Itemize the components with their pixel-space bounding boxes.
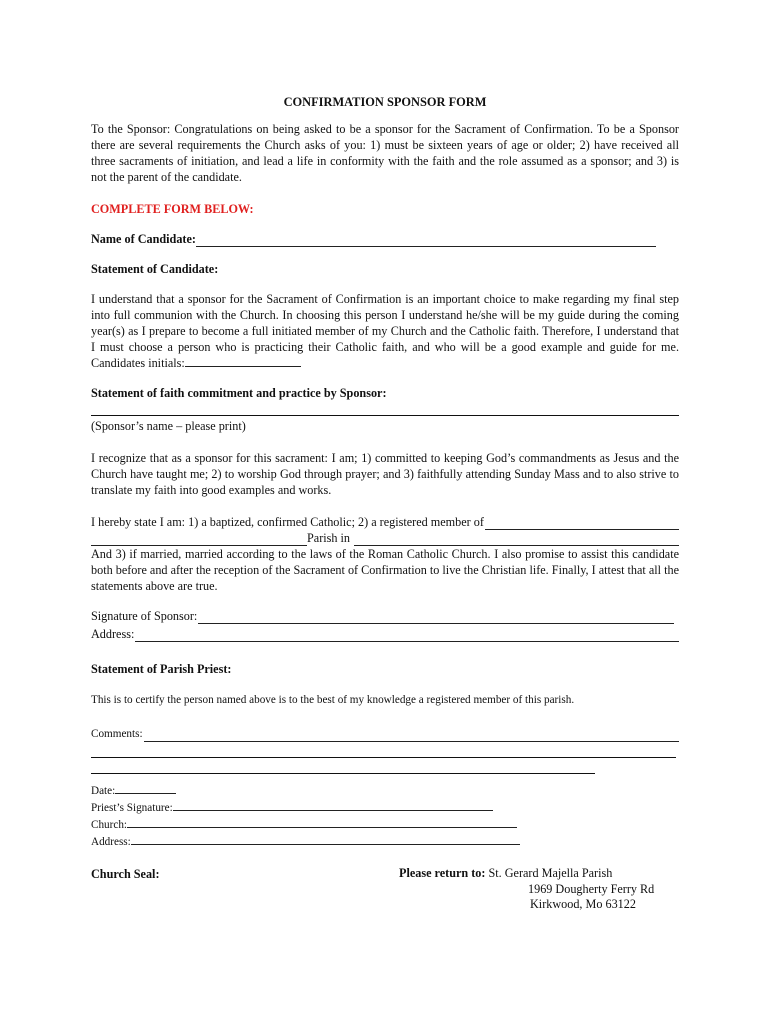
return-line-3: Kirkwood, Mo 63122	[530, 897, 636, 911]
candidate-statement-text: I understand that a sponsor for the Sacrament of Confirmation is an important choice to make regarding my final step into full communion with the Church. In choosing this person I understand he/she will be my guide during the coming year(s) as I prepare to become a full initiated member of my Church and the Catholic faith. Therefore, I understand that I must choose a person who is practicing their Catholic faith, and who will be a good example and guide for me. Candidates initials:	[91, 292, 679, 370]
church-seal-label: Church Seal:	[91, 867, 160, 881]
return-line-2: 1969 Dougherty Ferry Rd	[528, 881, 655, 896]
priest-address-field[interactable]	[91, 834, 679, 850]
sponsor-address-label: Address:	[91, 627, 135, 641]
return-line-1-row	[399, 866, 654, 882]
sponsor-signature-line[interactable]	[198, 611, 674, 624]
candidate-name-line[interactable]	[196, 234, 656, 247]
priest-fields	[91, 726, 679, 850]
sponsor-signature-label: Signature of Sponsor:	[91, 609, 198, 623]
date-line[interactable]	[115, 783, 176, 794]
comments-label: Comments:	[91, 728, 143, 740]
return-label: Please return to:	[399, 866, 486, 880]
comments-line-3[interactable]	[91, 763, 595, 774]
comments-field[interactable]	[91, 726, 679, 742]
priest-signature-field[interactable]	[91, 800, 679, 816]
sponsor-state-block	[91, 514, 679, 594]
form-title: CONFIRMATION SPONSOR FORM	[283, 95, 487, 109]
priest-signature-line[interactable]	[173, 800, 493, 811]
church-line[interactable]	[127, 817, 517, 828]
return-line-1: St. Gerard Majella Parish	[488, 866, 613, 880]
intro-paragraph: To the Sponsor: Congratulations on being asked to be a sponsor for the Sacrament of Confirmation. To be a Sponsor there are several requirements the Church asks of you: 1) must be sixteen years of age or older; 2) have received all three sacraments of initiation, and lead a life in conformity with the faith and the role assumed as a sponsor; and 3) is not the parent of the candidate.	[91, 122, 679, 184]
priest-address-line[interactable]	[131, 834, 520, 845]
parish-name-line[interactable]	[91, 533, 307, 546]
instruction-text: COMPLETE FORM BELOW:	[91, 202, 254, 216]
candidate-name-field[interactable]	[91, 231, 679, 247]
sponsor-recognize-paragraph: I recognize that as a sponsor for this sacrament: I am; 1) committed to keeping God’s commandments as Jesus and the Church have taught me; 2) to worship God through prayer; and 3) faithfully attending Sunday Mass and to also strive to translate my faith into good examples and works.	[91, 451, 679, 497]
priest-address-label: Address:	[91, 836, 131, 848]
candidate-name-label: Name of Candidate:	[91, 232, 196, 246]
sponsor-signature-field[interactable]	[91, 608, 674, 624]
parish-city-line[interactable]	[354, 533, 679, 546]
priest-heading: Statement of Parish Priest:	[91, 662, 232, 676]
date-label: Date:	[91, 785, 116, 797]
return-address-block	[399, 866, 654, 913]
candidate-initials-line[interactable]	[185, 355, 301, 367]
parish-in-label: Parish in	[307, 531, 350, 545]
priest-signature-label: Priest’s Signature:	[91, 802, 173, 814]
form-content	[91, 94, 679, 913]
form-footer	[91, 866, 679, 913]
sponsor-member-field[interactable]	[91, 514, 679, 530]
sponsor-state-rest: And 3) if married, married according to the laws of the Roman Catholic Church. I also promise to assist this candidate both before and after the reception of the Sacrament of Confirmation to live the Christian life. Finally, I attest that all the statements above are true.	[91, 547, 679, 593]
sponsor-address-line[interactable]	[135, 629, 679, 642]
church-label: Church:	[91, 819, 128, 831]
sponsor-state-line1: I hereby state I am: 1) a baptized, confirmed Catholic; 2) a registered member of	[91, 515, 484, 529]
comments-line-1[interactable]	[144, 729, 679, 742]
sponsor-name-caption: (Sponsor’s name – please print)	[91, 419, 246, 433]
date-field[interactable]	[91, 783, 679, 799]
candidate-statement-heading: Statement of Candidate:	[91, 262, 219, 276]
comments-line-2[interactable]	[91, 747, 676, 758]
sponsor-heading: Statement of faith commitment and practice by Sponsor:	[91, 386, 387, 400]
sponsor-parish-field[interactable]	[91, 530, 679, 546]
priest-certify-text: This is to certify the person named above is to the best of my knowledge a registered member of this parish.	[91, 694, 575, 706]
church-field[interactable]	[91, 817, 679, 833]
registered-member-line[interactable]	[485, 517, 679, 530]
candidate-statement-paragraph	[91, 291, 679, 371]
sponsor-address-field[interactable]	[91, 626, 679, 642]
sponsor-name-line[interactable]	[91, 405, 679, 416]
